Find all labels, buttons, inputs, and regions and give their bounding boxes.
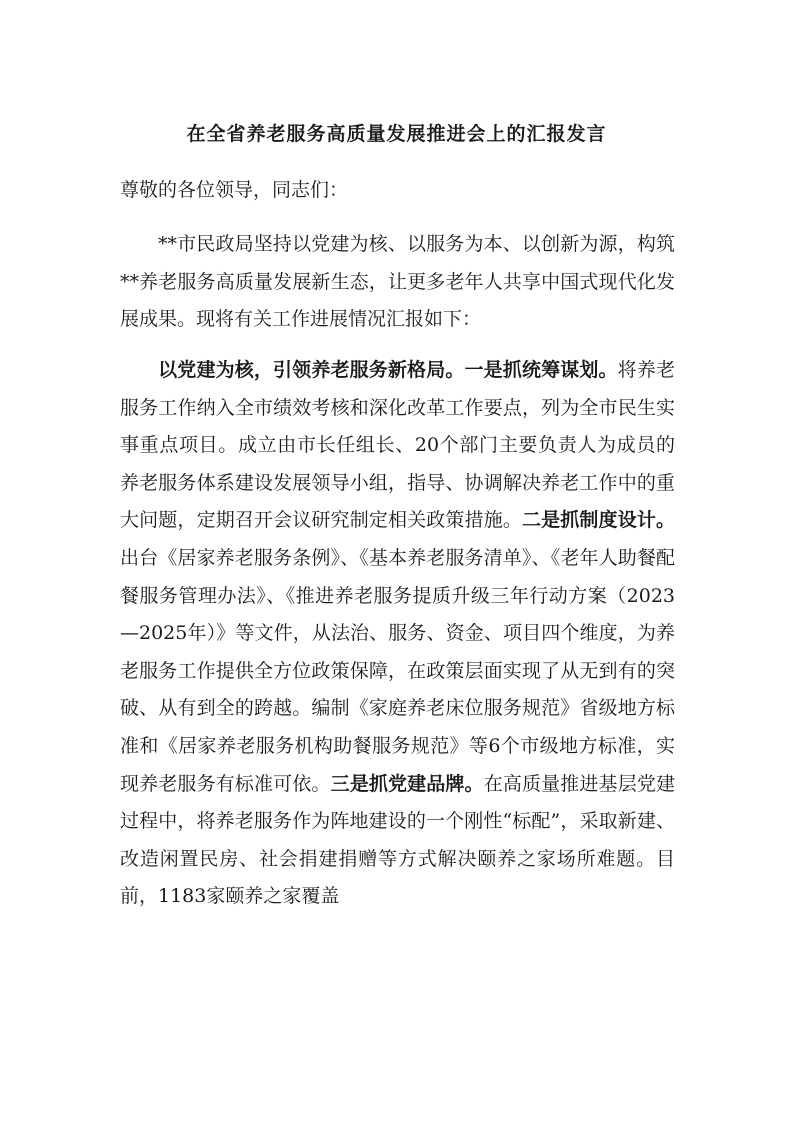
point3-label: 三是抓党建品牌。 xyxy=(330,772,484,795)
intro-paragraph xyxy=(120,226,675,339)
intro-text: **市民政局坚持以党建为核、以服务为本、以创新为源，构筑**养老服务高质量发展新生态，让更多老年人共享中国式现代化发展成果。现将有关工作进展情况汇报如下： xyxy=(120,233,675,331)
section1-paragraph xyxy=(120,352,675,916)
point1-text: 将养老服务工作纳入全市绩效考核和深化改革工作要点，列为全市民生实事重点项目。成立由市长任组长、20个部门主要负责人为成员的养老服务体系建设发展领导小组，指导、协调解决养老工作中的重大问题，定期召开会议研究制定相关政策措施。 xyxy=(120,359,675,532)
greeting: 尊敬的各位领导，同志们： xyxy=(120,179,349,201)
point3-text: 在高质量推进基层党建过程中，将养老服务作为阵地建设的一个刚性“标配”，采取新建、改造闲置民房、社会捐建捐赠等方式解决颐养之家场所难题。目前，1183家颐养之家覆盖 xyxy=(120,772,675,908)
section1-heading: 以党建为核，引领养老服务新格局。 xyxy=(158,359,465,381)
document-title: 在全省养老服务高质量发展推进会上的汇报发言 xyxy=(186,123,607,145)
point2-label: 二是抓制度设计。 xyxy=(521,509,675,532)
point2-text: 出台《居家养老服务条例》、《基本养老服务清单》、《老年人助餐配餐服务管理办法》、《推进养老服务提质升级三年行动方案（2023—2025年）》等文件，从法治、服务、资金、项目四个维度，为养老服务工作提供全方位政策保障，在政策层面实现了从无到有的突破、从有到全的跨越。编制《家庭养老床位服务规范》省级地方标准和《居家养老服务机构助餐服务规范》等6个市级地方标准，实现养老服务有标准可依。 xyxy=(120,546,675,795)
point1-label: 一是抓统筹谋划。 xyxy=(464,359,618,381)
